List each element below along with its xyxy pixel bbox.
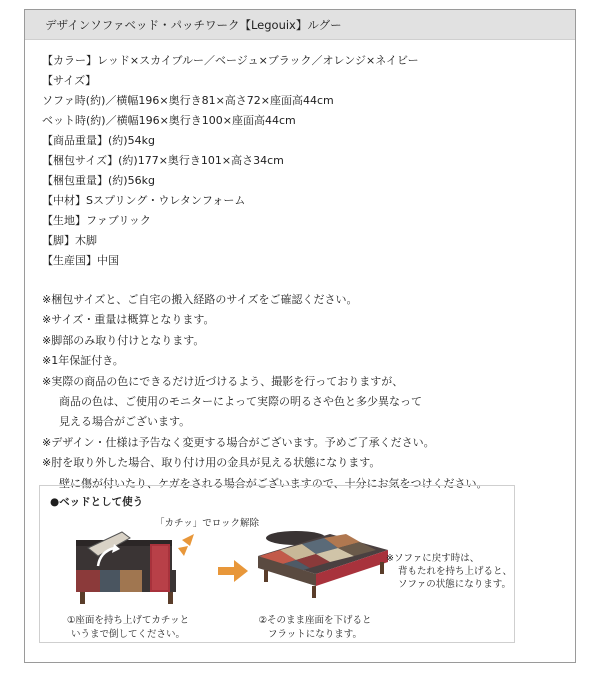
sofa-folding-illustration bbox=[70, 526, 200, 616]
return-note-line3: ソファの状態になります。 bbox=[398, 579, 512, 590]
note-item: ※デザイン・仕様は予告なく変更する場合がございます。予めご了承ください。 bbox=[42, 435, 435, 449]
step2-line1: ②そのまま座面を下げると bbox=[258, 615, 372, 626]
usage-title: ●ベッドとして使う bbox=[50, 496, 144, 508]
step2-line2: フラットになります。 bbox=[267, 629, 363, 640]
notes-list bbox=[42, 290, 488, 494]
note-item: ※肘を取り外した場合、取り付け用の金具が見える状態になります。 bbox=[42, 456, 381, 470]
bed-usage-box bbox=[39, 485, 515, 643]
return-to-sofa-note bbox=[386, 552, 512, 591]
unlock-callout: 「カチッ」でロック解除 bbox=[155, 518, 260, 529]
step1-line2: いうまで倒してください。 bbox=[70, 629, 185, 640]
note-item-continued: 壁に傷が付いたり、ケガをされる場合がございますので、十分にお気をつけください。 bbox=[59, 476, 488, 490]
note-item: ※サイズ・重量は概算となります。 bbox=[42, 313, 215, 327]
spec-list bbox=[42, 51, 419, 271]
spec-size-bed: ベット時(約)／横幅196×奥行き100×座面高44cm bbox=[42, 114, 296, 127]
spec-size-sofa: ソファ時(約)／横幅196×奥行き81×高さ72×座面高44cm bbox=[42, 94, 334, 107]
note-item: ※梱包サイズと、ご自宅の搬入経路のサイズをご確認ください。 bbox=[42, 293, 358, 306]
note-item-continued: 商品の色は、ご使用のモニターによって実際の明るさや色と多少異なって bbox=[59, 395, 422, 409]
flat-bed-illustration bbox=[250, 526, 390, 606]
return-note-line1: ※ソファに戻す時は、 bbox=[386, 553, 480, 564]
spec-origin: 【生産国】中国 bbox=[42, 254, 119, 267]
spec-package-weight: 【梱包重量】(約)56kg bbox=[42, 174, 155, 187]
spec-legs: 【脚】木脚 bbox=[42, 234, 97, 247]
arrow-right-icon bbox=[218, 560, 248, 582]
note-item: ※1年保証付き。 bbox=[42, 354, 124, 368]
note-item-continued: 見える場合がございます。 bbox=[59, 415, 191, 429]
page-title: デザインソファベッド・パッチワーク【Legouix】ルグー bbox=[45, 17, 342, 32]
step2-caption bbox=[240, 614, 390, 642]
spec-filling: 【中材】Sスプリング・ウレタンフォーム bbox=[42, 194, 246, 207]
spec-fabric: 【生地】ファブリック bbox=[42, 214, 151, 227]
spec-size-heading: 【サイズ】 bbox=[42, 74, 97, 87]
panel-header bbox=[25, 10, 575, 40]
spec-package-size: 【梱包サイズ】(約)177×奥行き101×高さ34cm bbox=[42, 154, 284, 167]
spec-color: 【カラー】レッド×スカイブルー／ベージュ×ブラック／オレンジ×ネイビー bbox=[42, 54, 419, 67]
step1-caption bbox=[58, 614, 198, 642]
note-item: ※実際の商品の色にできるだけ近づけるよう、撮影を行っておりますが、 bbox=[42, 374, 404, 388]
spec-weight: 【商品重量】(約)54kg bbox=[42, 134, 155, 147]
step1-line1: ①座面を持ち上げてカチッと bbox=[66, 615, 190, 626]
note-item: ※脚部のみ取り付けとなります。 bbox=[42, 333, 205, 347]
return-note-line2: 背もたれを持ち上げると、 bbox=[398, 566, 513, 577]
